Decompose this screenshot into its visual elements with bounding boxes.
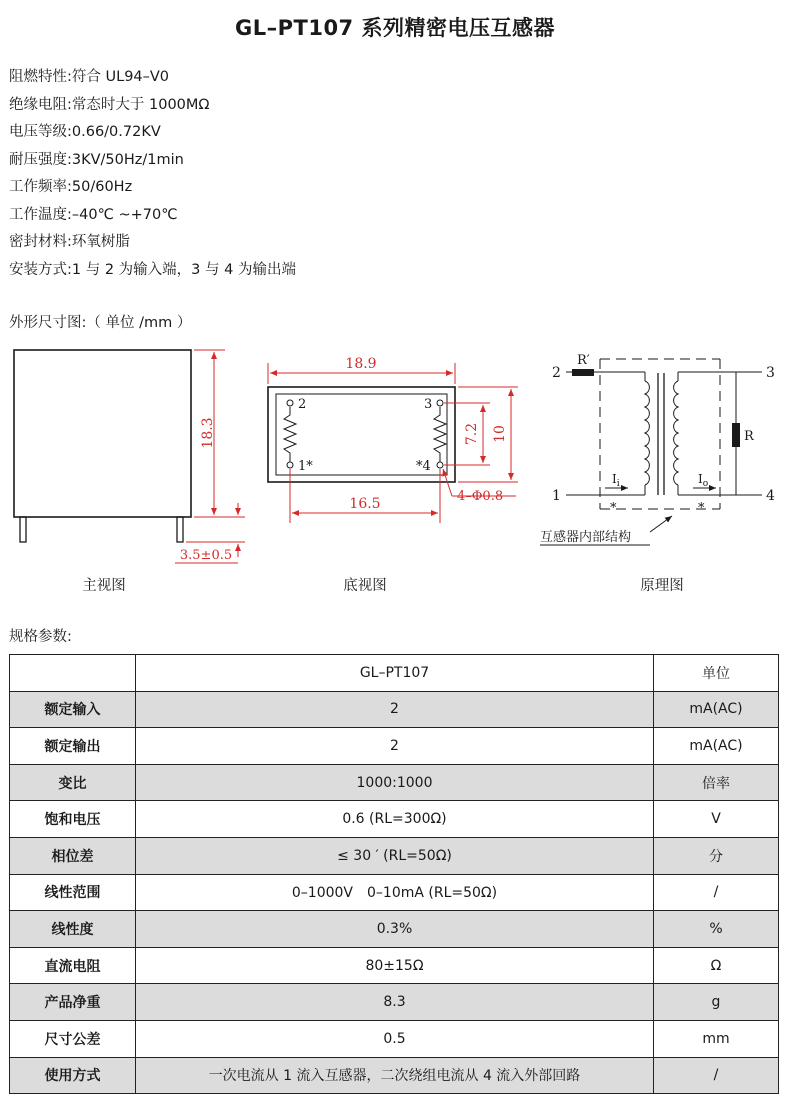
row-label: 变比	[10, 764, 136, 801]
dimensions-heading: 外形尺寸图:（ 单位 /mm ）	[9, 315, 192, 331]
row-value: 0.3%	[136, 911, 654, 948]
spec-value: 3KV/50Hz/1min	[71, 151, 184, 168]
spec-value: 常态时大于 1000MΩ	[71, 96, 210, 113]
params-table	[9, 654, 779, 1094]
row-unit: mA(AC)	[654, 691, 779, 728]
polarity-star-primary: *	[610, 501, 617, 516]
dimension-drawings	[0, 335, 790, 575]
table-row	[10, 837, 779, 874]
row-value: 8.3	[136, 984, 654, 1021]
spec-row	[9, 92, 296, 120]
row-value: 0.5	[136, 1020, 654, 1057]
table-row	[10, 1057, 779, 1094]
bottom-view	[268, 356, 518, 523]
row-unit: mA(AC)	[654, 728, 779, 765]
row-label: 饱和电压	[10, 801, 136, 838]
header-label-cell	[10, 655, 136, 692]
bottom-pin-3-label: 3	[424, 397, 433, 412]
table-row	[10, 984, 779, 1021]
front-view	[14, 350, 245, 563]
row-label: 尺寸公差	[10, 1020, 136, 1057]
table-header-row	[10, 655, 779, 692]
spec-label: 工作频率:	[9, 179, 72, 195]
table-row	[10, 728, 779, 765]
polarity-star-secondary: *	[698, 501, 705, 516]
resistor-r	[732, 423, 740, 447]
spec-list	[9, 64, 296, 284]
coil-right	[434, 407, 446, 462]
row-unit: /	[654, 874, 779, 911]
spec-row	[9, 174, 296, 202]
table-row	[10, 801, 779, 838]
row-unit: %	[654, 911, 779, 948]
row-label: 线性度	[10, 911, 136, 948]
row-value: 1000:1000	[136, 764, 654, 801]
bottom-pin-1-label: 1*	[298, 459, 313, 474]
schematic-view	[540, 353, 775, 545]
table-row	[10, 874, 779, 911]
pin-hole-1	[287, 462, 293, 468]
schematic-r-label: R	[744, 429, 754, 444]
caption-front-view: 主视图	[82, 578, 126, 594]
current-ii-label: $I_i$	[612, 472, 620, 489]
spec-label: 阻燃特性:	[9, 69, 72, 85]
caption-schematic: 原理图	[640, 578, 684, 594]
current-io-label: $I_o$	[698, 472, 709, 489]
page-title: GL–PT107 系列精密电压互感器	[235, 16, 555, 40]
spec-row	[9, 202, 296, 230]
spec-value: 1 与 2 为输入端，3 与 4 为输出端	[71, 261, 296, 278]
spec-row	[9, 257, 296, 285]
row-unit: /	[654, 1057, 779, 1094]
spec-value: –40℃ ~+70℃	[71, 206, 178, 223]
row-value: 0.6 (RL=300Ω)	[136, 801, 654, 838]
row-unit: Ω	[654, 947, 779, 984]
table-row	[10, 1020, 779, 1057]
row-value: 一次电流从 1 流入互感器，二次绕组电流从 4 流入外部回路	[136, 1057, 654, 1094]
front-pin-right	[177, 517, 183, 542]
bottom-outer-width-label: 18.9	[345, 356, 377, 372]
front-height-label: 18.3	[200, 417, 216, 449]
bottom-outer-height-label: 10	[492, 425, 508, 443]
schematic-pin-1: 1	[552, 488, 561, 504]
row-label: 线性范围	[10, 874, 136, 911]
params-heading: 规格参数:	[9, 629, 72, 645]
row-value: 80±15Ω	[136, 947, 654, 984]
header-model-cell: GL–PT107	[136, 655, 654, 692]
table-row	[10, 947, 779, 984]
row-value: 0–1000V 0–10mA (RL=50Ω)	[136, 874, 654, 911]
schematic-r-prime-label: R′	[577, 353, 590, 368]
row-value: 2	[136, 691, 654, 728]
primary-winding	[645, 381, 649, 485]
internal-structure-note: 互感器内部结构	[540, 530, 632, 545]
row-label: 额定输出	[10, 728, 136, 765]
row-label: 额定输入	[10, 691, 136, 728]
spec-row	[9, 64, 296, 92]
caption-bottom-view: 底视图	[343, 578, 387, 594]
secondary-winding	[674, 381, 678, 485]
spec-value: 50/60Hz	[71, 179, 133, 195]
row-value: 2	[136, 728, 654, 765]
spec-row	[9, 229, 296, 257]
resistor-r-prime	[572, 369, 594, 376]
table-row	[10, 911, 779, 948]
row-unit: 分	[654, 837, 779, 874]
spec-label: 工作温度:	[9, 206, 72, 223]
schematic-pin-2: 2	[552, 365, 561, 381]
spec-label: 耐压强度:	[9, 151, 72, 168]
bottom-inner-width-label: 16.5	[349, 496, 381, 512]
row-value: ≤ 30 ′ (RL=50Ω)	[136, 837, 654, 874]
spec-value: 0.66/0.72KV	[71, 124, 161, 140]
bottom-pin-4-label: *4	[416, 459, 431, 474]
spec-label: 绝缘电阻:	[9, 96, 72, 113]
spec-value: 环氧树脂	[71, 234, 130, 250]
spec-row	[9, 119, 296, 147]
spec-row	[9, 147, 296, 175]
bottom-pin-2-label: 2	[298, 397, 307, 412]
row-unit: V	[654, 801, 779, 838]
table-row	[10, 691, 779, 728]
schematic-pin-4: 4	[766, 488, 775, 504]
row-label: 产品净重	[10, 984, 136, 1021]
spec-label: 安装方式:	[9, 261, 72, 278]
bottom-inner-height-label: 7.2	[464, 422, 480, 446]
spec-label: 密封材料:	[9, 234, 72, 250]
bottom-hole-label: 4–Φ0.8	[457, 489, 504, 504]
row-label: 直流电阻	[10, 947, 136, 984]
pin-hole-3	[437, 400, 443, 406]
header-unit-cell: 单位	[654, 655, 779, 692]
pin-hole-4	[437, 462, 443, 468]
coil-left	[284, 407, 296, 462]
row-unit: 倍率	[654, 764, 779, 801]
front-body-outline	[14, 350, 191, 517]
spec-value: 符合 UL94–V0	[71, 69, 170, 85]
row-label: 相位差	[10, 837, 136, 874]
table-row	[10, 764, 779, 801]
row-label: 使用方式	[10, 1057, 136, 1094]
schematic-pin-3: 3	[766, 365, 775, 381]
row-unit: mm	[654, 1020, 779, 1057]
row-unit: g	[654, 984, 779, 1021]
pin-hole-2	[287, 400, 293, 406]
spec-label: 电压等级:	[9, 124, 72, 140]
front-pin-left	[20, 517, 26, 542]
front-pin-length-label: 3.5±0.5	[179, 548, 233, 563]
